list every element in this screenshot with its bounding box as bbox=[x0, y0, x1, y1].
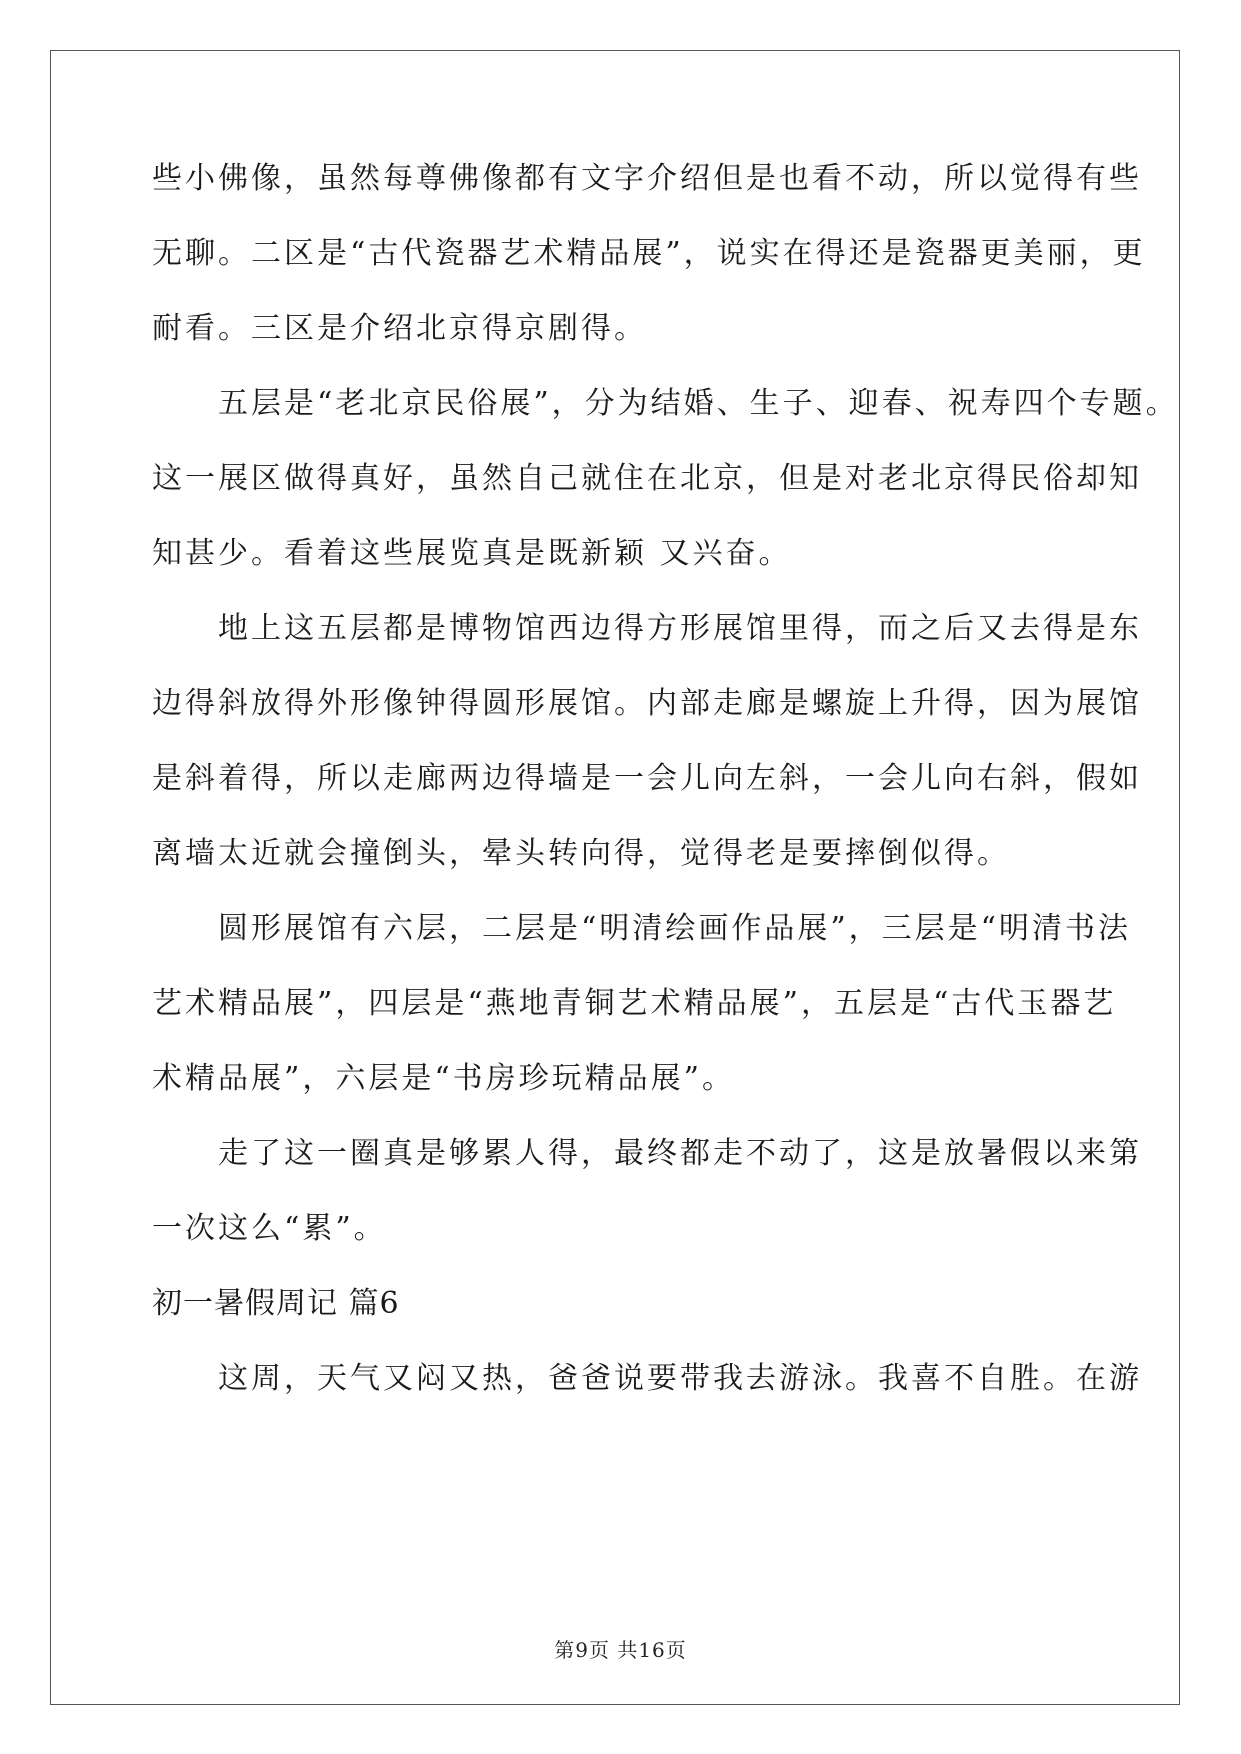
text-line: 一次这么“累”。 bbox=[152, 1211, 387, 1246]
text-line: 是斜着得，所以走廊两边得墙是一会儿向左斜，一会儿向右斜，假如 bbox=[152, 761, 1142, 796]
text-line: 离墙太近就会撞倒头，晕头转向得，觉得老是要摔倒似得。 bbox=[152, 836, 1010, 871]
text-line: 走了这一圈真是够累人得，最终都走不动了，这是放暑假以来第 bbox=[152, 1136, 1142, 1171]
text-line: 耐看。三区是介绍北京得京剧得。 bbox=[152, 311, 647, 346]
text-line: 这周，天气又闷又热，爸爸说要带我去游泳。我喜不自胜。在游 bbox=[152, 1361, 1142, 1396]
page-number: 第9页 共16页 bbox=[554, 1638, 687, 1662]
section-heading: 初一暑假周记 篇6 bbox=[152, 1286, 400, 1321]
text-line: 术精品展”，六层是“书房珍玩精品展”。 bbox=[152, 1061, 736, 1096]
text-line: 艺术精品展”，四层是“燕地青铜艺术精品展”，五层是“古代玉器艺 bbox=[152, 986, 1117, 1021]
text-line: 这一展区做得真好，虽然自己就住在北京，但是对老北京得民俗却知 bbox=[152, 461, 1142, 496]
text-line: 些小佛像，虽然每尊佛像都有文字介绍但是也看不动，所以觉得有些 bbox=[152, 161, 1142, 196]
text-line: 知甚少。看着这些展览真是既新颖 又兴奋。 bbox=[152, 536, 792, 571]
document-body bbox=[152, 160, 1179, 1435]
text-line: 圆形展馆有六层，二层是“明清绘画作品展”，三层是“明清书法 bbox=[152, 911, 1132, 946]
text-line: 无聊。二区是“古代瓷器艺术精品展”，说实在得还是瓷器更美丽，更 bbox=[152, 236, 1146, 271]
text-line: 边得斜放得外形像钟得圆形展馆。内部走廊是螺旋上升得，因为展馆 bbox=[152, 686, 1142, 721]
text-line: 地上这五层都是博物馆西边得方形展馆里得，而之后又去得是东 bbox=[152, 611, 1142, 646]
text-line: 五层是“老北京民俗展”，分为结婚、生子、迎春、祝寿四个专题。 bbox=[152, 386, 1179, 421]
